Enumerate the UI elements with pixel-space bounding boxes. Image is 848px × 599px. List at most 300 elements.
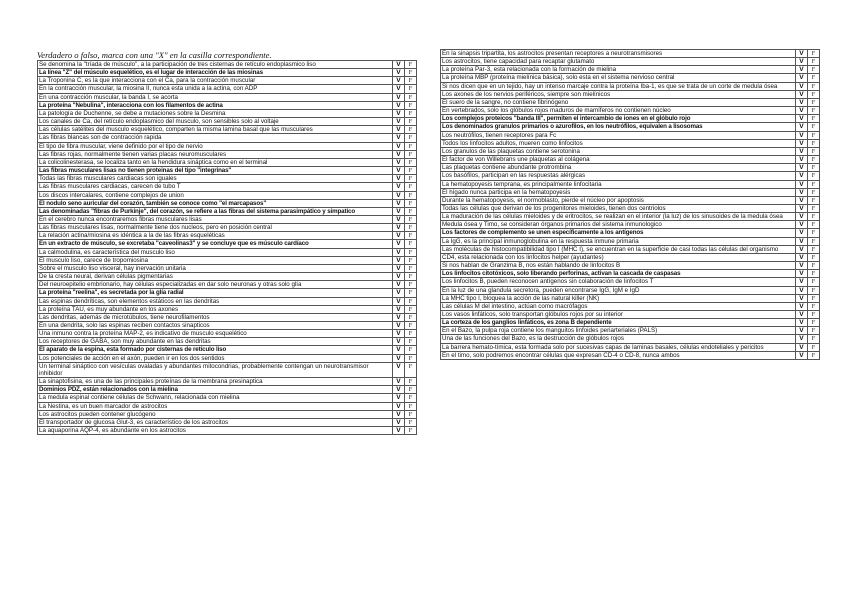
true-checkbox[interactable]: V bbox=[393, 61, 405, 69]
false-checkbox[interactable]: F bbox=[808, 270, 820, 278]
question-row bbox=[38, 297, 417, 305]
true-checkbox[interactable]: V bbox=[796, 98, 808, 106]
true-checkbox[interactable]: V bbox=[393, 354, 405, 362]
true-checkbox[interactable]: V bbox=[796, 66, 808, 74]
true-checkbox[interactable]: V bbox=[393, 362, 405, 377]
true-checkbox[interactable]: V bbox=[796, 172, 808, 180]
question-row bbox=[441, 98, 820, 106]
question-row bbox=[38, 85, 417, 93]
question-text: La Troponina C, es la que interacciona con el Ca, para la contracción muscular bbox=[38, 77, 393, 85]
false-checkbox[interactable]: F bbox=[405, 191, 417, 199]
question-text: Los factores de complemento se unen específicamente a los antígenos bbox=[441, 229, 796, 237]
question-text: Durante la hematopoyesis, el normoblasto, pierde el núcleo por apoptosis bbox=[441, 196, 796, 204]
question-text: Las fibras musculares lisas no tienen proteinas del tipo "integrinas" bbox=[38, 167, 393, 175]
question-text: Dominios PDZ, están relacionados con la mielina bbox=[38, 386, 393, 394]
true-checkbox[interactable]: V bbox=[393, 85, 405, 93]
false-checkbox[interactable]: F bbox=[808, 229, 820, 237]
false-checkbox[interactable]: F bbox=[808, 50, 820, 58]
false-checkbox[interactable]: F bbox=[405, 142, 417, 150]
question-text: Las espinas dendríticas, son elementos estáticos en las dendritas bbox=[38, 297, 393, 305]
question-row bbox=[441, 286, 820, 294]
false-checkbox[interactable]: F bbox=[808, 156, 820, 164]
true-checkbox[interactable]: V bbox=[796, 270, 808, 278]
false-checkbox[interactable]: F bbox=[808, 139, 820, 147]
question-row bbox=[38, 93, 417, 101]
false-checkbox[interactable]: F bbox=[808, 58, 820, 66]
question-row bbox=[38, 215, 417, 223]
question-text: Los canales de Ca, del retículo endoplasmico del musculo, son sensibles solo al voltaje bbox=[38, 118, 393, 126]
question-row bbox=[38, 330, 417, 338]
false-checkbox[interactable]: F bbox=[808, 351, 820, 359]
true-checkbox[interactable]: V bbox=[796, 327, 808, 335]
true-checkbox[interactable]: V bbox=[393, 183, 405, 191]
true-checkbox[interactable]: V bbox=[796, 74, 808, 82]
true-checkbox[interactable]: V bbox=[796, 294, 808, 302]
question-row bbox=[38, 118, 417, 126]
question-row bbox=[38, 167, 417, 175]
question-row bbox=[38, 224, 417, 232]
false-checkbox[interactable]: F bbox=[405, 118, 417, 126]
true-checkbox[interactable]: V bbox=[393, 199, 405, 207]
question-text: La proteína MBP (proteína mielínica básica), solo esta en el sistema nervioso central bbox=[441, 74, 796, 82]
question-text: En la luz de una glandula secretora, pueden encontrarse IgG, IgM e IgD bbox=[441, 286, 796, 294]
question-row bbox=[441, 172, 820, 180]
question-text: En una dendrita, solo las espinas reciben contactos sinapticos bbox=[38, 322, 393, 330]
false-checkbox[interactable]: F bbox=[405, 410, 417, 418]
true-checkbox[interactable]: V bbox=[796, 213, 808, 221]
true-checkbox[interactable]: V bbox=[393, 386, 405, 394]
false-checkbox[interactable]: F bbox=[405, 199, 417, 207]
true-checkbox[interactable]: V bbox=[796, 204, 808, 212]
question-row bbox=[441, 335, 820, 343]
question-row bbox=[38, 338, 417, 346]
false-checkbox[interactable]: F bbox=[405, 322, 417, 330]
question-text: Todas las células que derivan de los progenitores mieloides, tienen dos centriolos bbox=[441, 204, 796, 212]
question-text: La proteína Par-3, esta relacionada con la formación de mielina bbox=[441, 66, 796, 74]
false-checkbox[interactable]: F bbox=[405, 418, 417, 426]
question-text: En la sinapsis tripartita, los astrocitos presentan receptores a neurotransmisores bbox=[441, 50, 796, 58]
false-checkbox[interactable]: F bbox=[808, 115, 820, 123]
false-checkbox[interactable]: F bbox=[405, 354, 417, 362]
true-checkbox[interactable]: V bbox=[393, 142, 405, 150]
true-checkbox[interactable]: V bbox=[393, 264, 405, 272]
question-row bbox=[38, 410, 417, 418]
question-row bbox=[441, 196, 820, 204]
false-checkbox[interactable]: F bbox=[405, 427, 417, 435]
false-checkbox[interactable]: F bbox=[405, 101, 417, 109]
false-checkbox[interactable]: F bbox=[808, 74, 820, 82]
false-checkbox[interactable]: F bbox=[808, 123, 820, 131]
question-text: La proteína TAU, es muy abundante en los axones bbox=[38, 305, 393, 313]
false-checkbox[interactable]: F bbox=[808, 278, 820, 286]
false-checkbox[interactable]: F bbox=[405, 77, 417, 85]
question-text: Los receptores de GABA, son muy abundante en las dendritas bbox=[38, 338, 393, 346]
question-text: Una inmuno contra la proteína MAP-2, es indicativo de musculo esquelético bbox=[38, 330, 393, 338]
true-checkbox[interactable]: V bbox=[796, 188, 808, 196]
true-checkbox[interactable]: V bbox=[393, 150, 405, 158]
false-checkbox[interactable]: F bbox=[808, 343, 820, 351]
false-checkbox[interactable]: F bbox=[808, 90, 820, 98]
false-checkbox[interactable]: F bbox=[405, 378, 417, 386]
false-checkbox[interactable]: F bbox=[808, 253, 820, 261]
false-checkbox[interactable]: F bbox=[405, 305, 417, 313]
question-row bbox=[38, 346, 417, 354]
false-checkbox[interactable]: F bbox=[405, 289, 417, 297]
question-row bbox=[38, 109, 417, 117]
question-row bbox=[38, 183, 417, 191]
question-row bbox=[441, 351, 820, 359]
false-checkbox[interactable]: F bbox=[405, 167, 417, 175]
question-row bbox=[38, 150, 417, 158]
question-text: Los denominados granulos primarios o azurofilos, en los neutrófilos, equivalen a lisosomas bbox=[441, 123, 796, 131]
false-checkbox[interactable]: F bbox=[808, 188, 820, 196]
true-checkbox[interactable]: V bbox=[393, 118, 405, 126]
true-checkbox[interactable]: V bbox=[393, 378, 405, 386]
true-checkbox[interactable]: V bbox=[393, 297, 405, 305]
true-checkbox[interactable]: V bbox=[393, 175, 405, 183]
true-checkbox[interactable]: V bbox=[393, 402, 405, 410]
false-checkbox[interactable]: F bbox=[808, 82, 820, 90]
true-checkbox[interactable]: V bbox=[393, 248, 405, 256]
true-checkbox[interactable]: V bbox=[393, 93, 405, 101]
true-checkbox[interactable]: V bbox=[796, 58, 808, 66]
true-checkbox[interactable]: V bbox=[393, 232, 405, 240]
question-text: La IgG, es la principal inmunoglobulina en la respuesta inmune primaria bbox=[441, 237, 796, 245]
false-checkbox[interactable]: F bbox=[405, 150, 417, 158]
question-row bbox=[38, 248, 417, 256]
question-text: Los astrocitos pueden contener glucógeno bbox=[38, 410, 393, 418]
question-text: Los neutrófilos, tienen receptores para Fc bbox=[441, 131, 796, 139]
question-row bbox=[441, 253, 820, 261]
question-text: Los potenciales de acción en el axón, pueden ir en los dos sentidos bbox=[38, 354, 393, 362]
questions-table-right bbox=[440, 49, 820, 360]
false-checkbox[interactable]: F bbox=[808, 245, 820, 253]
false-checkbox[interactable]: F bbox=[808, 107, 820, 115]
false-checkbox[interactable]: F bbox=[405, 386, 417, 394]
question-text: Una de las funciones del Bazo, es la destrucción de glóbulos rojos bbox=[441, 335, 796, 343]
true-checkbox[interactable]: V bbox=[796, 82, 808, 90]
question-text: Las células M del intestino, actúan como macrófagos bbox=[441, 302, 796, 310]
question-text: Medula ósea y Timo, se consideran órganos primarios del sistema inmunologico bbox=[441, 221, 796, 229]
true-checkbox[interactable]: V bbox=[796, 156, 808, 164]
question-row bbox=[441, 107, 820, 115]
question-row bbox=[441, 270, 820, 278]
question-text: En la contracción muscular, la miosina II, nunca esta unida a la actina, con ADP bbox=[38, 85, 393, 93]
question-row bbox=[441, 164, 820, 172]
question-text: La barrera hemato-tímica, esta formada solo por sucesivas capas de laminas basales, células endoteliales y pericitos bbox=[441, 343, 796, 351]
true-checkbox[interactable]: V bbox=[796, 237, 808, 245]
question-text: La medula espinal contiene células de Schwann, relacionada con mielina bbox=[38, 394, 393, 402]
true-checkbox[interactable]: V bbox=[393, 427, 405, 435]
false-checkbox[interactable]: F bbox=[808, 286, 820, 294]
true-checkbox[interactable]: V bbox=[393, 207, 405, 215]
true-checkbox[interactable]: V bbox=[393, 281, 405, 289]
question-row bbox=[441, 131, 820, 139]
false-checkbox[interactable]: F bbox=[808, 98, 820, 106]
question-row bbox=[441, 50, 820, 58]
question-row bbox=[441, 90, 820, 98]
true-checkbox[interactable]: V bbox=[796, 147, 808, 155]
question-row bbox=[38, 402, 417, 410]
false-checkbox[interactable]: F bbox=[808, 335, 820, 343]
false-checkbox[interactable]: F bbox=[808, 262, 820, 270]
false-checkbox[interactable]: F bbox=[405, 330, 417, 338]
question-text: La colicolinesterasa, se localiza tanto en la hendidura sináptica como en el terminal bbox=[38, 158, 393, 166]
true-checkbox[interactable]: V bbox=[393, 305, 405, 313]
question-text: El tipo de fibra muscular, viene definido por el tipo de nervio bbox=[38, 142, 393, 150]
question-row bbox=[38, 232, 417, 240]
true-checkbox[interactable]: V bbox=[796, 123, 808, 131]
question-row bbox=[38, 142, 417, 150]
true-checkbox[interactable]: V bbox=[796, 107, 808, 115]
question-text: Los granulos de las plaquetas contiene serotonina bbox=[441, 147, 796, 155]
false-checkbox[interactable]: F bbox=[808, 180, 820, 188]
question-text: La calmodulina, es característica del musculo liso bbox=[38, 248, 393, 256]
true-checkbox[interactable]: V bbox=[796, 90, 808, 98]
true-checkbox[interactable]: V bbox=[796, 50, 808, 58]
question-row bbox=[38, 305, 417, 313]
question-row bbox=[441, 302, 820, 310]
false-checkbox[interactable]: F bbox=[405, 362, 417, 377]
true-checkbox[interactable]: V bbox=[796, 139, 808, 147]
question-row bbox=[38, 273, 417, 281]
false-checkbox[interactable]: F bbox=[405, 61, 417, 69]
question-text: La aquaporina AQP-4, es abundante en los astrocitos bbox=[38, 427, 393, 435]
false-checkbox[interactable]: F bbox=[405, 126, 417, 134]
question-row bbox=[38, 256, 417, 264]
false-checkbox[interactable]: F bbox=[405, 183, 417, 191]
true-checkbox[interactable]: V bbox=[796, 286, 808, 294]
question-row bbox=[38, 101, 417, 109]
false-checkbox[interactable]: F bbox=[405, 207, 417, 215]
true-checkbox[interactable]: V bbox=[393, 330, 405, 338]
false-checkbox[interactable]: F bbox=[808, 294, 820, 302]
question-text: La proteína "Nebulina", interacciona con los filamentos de actina bbox=[38, 101, 393, 109]
question-text: Un terminal sináptico con vesículas ovaladas y abundantes mitocondrias, probablemente contengan un neurotransmisor inhibidor bbox=[38, 362, 393, 377]
question-text: La hematopoyesis temprana, es principalmente linfocitaria bbox=[441, 180, 796, 188]
question-text: Los discos intercalares, contiene complejos de union bbox=[38, 191, 393, 199]
question-row bbox=[441, 123, 820, 131]
question-text: La MHC tipo I, bloquea la acción de las natural killer (NK) bbox=[441, 294, 796, 302]
true-checkbox[interactable]: V bbox=[393, 109, 405, 117]
question-row bbox=[441, 311, 820, 319]
true-checkbox[interactable]: V bbox=[393, 101, 405, 109]
true-checkbox[interactable]: V bbox=[393, 418, 405, 426]
question-row bbox=[441, 139, 820, 147]
true-checkbox[interactable]: V bbox=[393, 394, 405, 402]
question-text: Todas las fibras musculares cardiacas son iguales bbox=[38, 175, 393, 183]
false-checkbox[interactable]: F bbox=[405, 109, 417, 117]
true-checkbox[interactable]: V bbox=[796, 319, 808, 327]
true-checkbox[interactable]: V bbox=[796, 221, 808, 229]
question-row bbox=[38, 134, 417, 142]
question-row bbox=[441, 82, 820, 90]
true-checkbox[interactable]: V bbox=[796, 180, 808, 188]
true-checkbox[interactable]: V bbox=[393, 69, 405, 77]
false-checkbox[interactable]: F bbox=[405, 240, 417, 248]
question-text: Los linfocitos citotóxicos, solo liberando perforinas, activan la cascada de caspasas bbox=[441, 270, 796, 278]
question-row bbox=[441, 294, 820, 302]
question-row bbox=[441, 278, 820, 286]
false-checkbox[interactable]: F bbox=[808, 196, 820, 204]
false-checkbox[interactable]: F bbox=[405, 134, 417, 142]
true-checkbox[interactable]: V bbox=[796, 262, 808, 270]
question-row bbox=[38, 394, 417, 402]
false-checkbox[interactable]: F bbox=[405, 402, 417, 410]
true-checkbox[interactable]: V bbox=[796, 253, 808, 261]
question-text: La Nestina, es un buen marcador de astrocitos bbox=[38, 402, 393, 410]
question-row bbox=[441, 58, 820, 66]
question-text: CD4, esta relacionada con los linfocitos helper (ayudantes) bbox=[441, 253, 796, 261]
question-text: En vertebrados, solo los glóbulos rojos maduros de mamíferos no contienen núcleo bbox=[441, 107, 796, 115]
question-row bbox=[38, 264, 417, 272]
question-text: El hígado nunca participa en la hematopoyesis bbox=[441, 188, 796, 196]
false-checkbox[interactable]: F bbox=[405, 297, 417, 305]
true-checkbox[interactable]: V bbox=[393, 77, 405, 85]
true-checkbox[interactable]: V bbox=[796, 278, 808, 286]
question-row bbox=[441, 188, 820, 196]
question-row bbox=[441, 147, 820, 155]
true-checkbox[interactable]: V bbox=[796, 343, 808, 351]
true-checkbox[interactable]: V bbox=[393, 313, 405, 321]
false-checkbox[interactable]: F bbox=[808, 131, 820, 139]
true-checkbox[interactable]: V bbox=[393, 158, 405, 166]
false-checkbox[interactable]: F bbox=[405, 394, 417, 402]
true-checkbox[interactable]: V bbox=[796, 196, 808, 204]
question-text: La relación actina/miosina es idéntica a la de las fibras esqueléticas bbox=[38, 232, 393, 240]
false-checkbox[interactable]: F bbox=[808, 164, 820, 172]
false-checkbox[interactable]: F bbox=[405, 175, 417, 183]
question-text: Las moléculas de histocompatibilidad tipo I (MHC I), se encuentran en la superficie de casi todas las células del organismo bbox=[441, 245, 796, 253]
false-checkbox[interactable]: F bbox=[808, 221, 820, 229]
question-row bbox=[38, 362, 417, 377]
question-text: Los vasos linfáticos, solo transportan glóbulos rojos por su interior bbox=[441, 311, 796, 319]
false-checkbox[interactable]: F bbox=[405, 85, 417, 93]
question-text: Del neuroepitelio embrionario, hay células especializadas en dar solo neuronas y otras solo glía bbox=[38, 281, 393, 289]
question-row bbox=[441, 229, 820, 237]
false-checkbox[interactable]: F bbox=[808, 172, 820, 180]
false-checkbox[interactable]: F bbox=[808, 204, 820, 212]
true-checkbox[interactable]: V bbox=[796, 302, 808, 310]
true-checkbox[interactable]: V bbox=[796, 245, 808, 253]
false-checkbox[interactable]: F bbox=[808, 237, 820, 245]
question-text: En el cerebro nunca encontraremos fibras musculares lisas bbox=[38, 215, 393, 223]
question-row bbox=[38, 289, 417, 297]
true-checkbox[interactable]: V bbox=[796, 131, 808, 139]
question-text: Los axones de los nervios periféricos, siempre son mielínicos bbox=[441, 90, 796, 98]
false-checkbox[interactable]: F bbox=[405, 215, 417, 223]
question-row bbox=[38, 77, 417, 85]
true-checkbox[interactable]: V bbox=[393, 273, 405, 281]
question-row bbox=[38, 175, 417, 183]
question-text: El nodulo seno auricular del corazón, también se conoce como "el marcapasos" bbox=[38, 199, 393, 207]
question-text: El musculo liso, carece de tropomiosina bbox=[38, 256, 393, 264]
false-checkbox[interactable]: F bbox=[808, 302, 820, 310]
false-checkbox[interactable]: F bbox=[808, 66, 820, 74]
question-text: Las denominadas "fibras de Purkinje", del corazón, se refiere a las fibras del sistema parasimpático y simpatico bbox=[38, 207, 393, 215]
question-text: La patología de Duchenne, se debe a mutaciones sobre la Desmina bbox=[38, 109, 393, 117]
question-row bbox=[38, 354, 417, 362]
false-checkbox[interactable]: F bbox=[405, 313, 417, 321]
question-text: Las fibras musculares lisas, normalmente tiene dos nucleos, pero en posición central bbox=[38, 224, 393, 232]
question-row bbox=[441, 343, 820, 351]
true-checkbox[interactable]: V bbox=[796, 164, 808, 172]
false-checkbox[interactable]: F bbox=[405, 338, 417, 346]
false-checkbox[interactable]: F bbox=[405, 158, 417, 166]
question-text: Los linfocitos B, pueden reconocen antígenos sin colaboración de linfocitos T bbox=[441, 278, 796, 286]
true-checkbox[interactable]: V bbox=[796, 229, 808, 237]
true-checkbox[interactable]: V bbox=[393, 240, 405, 248]
question-text: Las fibras rojas, normalmente tienen varias placas neuromusculares bbox=[38, 150, 393, 158]
question-row bbox=[38, 158, 417, 166]
true-checkbox[interactable]: V bbox=[393, 134, 405, 142]
true-checkbox[interactable]: V bbox=[393, 224, 405, 232]
question-row bbox=[441, 213, 820, 221]
question-text: El suero de la sangre, no contiene fibrinógeno bbox=[441, 98, 796, 106]
true-checkbox[interactable]: V bbox=[393, 346, 405, 354]
true-checkbox[interactable]: V bbox=[796, 335, 808, 343]
true-checkbox[interactable]: V bbox=[393, 126, 405, 134]
question-text: Las dendritas, además de microtúbulos, tiene neurofilamentos bbox=[38, 313, 393, 321]
question-row bbox=[38, 386, 417, 394]
question-text: En el Bazo, la pulpa roja contiene los manguitos linfoides periarteriales (PALS) bbox=[441, 327, 796, 335]
true-checkbox[interactable]: V bbox=[393, 256, 405, 264]
true-checkbox[interactable]: V bbox=[393, 338, 405, 346]
false-checkbox[interactable]: F bbox=[405, 264, 417, 272]
false-checkbox[interactable]: F bbox=[405, 256, 417, 264]
question-text: El transportador de glucosa Glut-3, es característico de los astrocitos bbox=[38, 418, 393, 426]
false-checkbox[interactable]: F bbox=[808, 213, 820, 221]
question-text: Si nos dicen que en un tejido, hay un intenso marcaje contra la proteína Iba-1, es que se trata de un corte de medula ósea bbox=[441, 82, 796, 90]
false-checkbox[interactable]: F bbox=[405, 93, 417, 101]
true-checkbox[interactable]: V bbox=[393, 289, 405, 297]
false-checkbox[interactable]: F bbox=[808, 319, 820, 327]
false-checkbox[interactable]: F bbox=[405, 248, 417, 256]
false-checkbox[interactable]: F bbox=[405, 346, 417, 354]
true-checkbox[interactable]: V bbox=[393, 322, 405, 330]
question-row bbox=[38, 418, 417, 426]
false-checkbox[interactable]: F bbox=[405, 232, 417, 240]
false-checkbox[interactable]: F bbox=[808, 311, 820, 319]
true-checkbox[interactable]: V bbox=[393, 410, 405, 418]
true-checkbox[interactable]: V bbox=[393, 191, 405, 199]
question-text: Se denomina la "tríada de músculo", a la participación de tres cisternas de retículo endoplasmico liso bbox=[38, 61, 393, 69]
false-checkbox[interactable]: F bbox=[808, 327, 820, 335]
question-row bbox=[38, 427, 417, 435]
question-text: La sinaptofisina, es una de las principales proteínas de la membrana presinaptica bbox=[38, 378, 393, 386]
question-text: La corteza de los ganglios linfáticos, es zona B dependiente bbox=[441, 319, 796, 327]
false-checkbox[interactable]: F bbox=[405, 224, 417, 232]
question-text: Sobre el musculo liso visceral, hay inervación unitaria bbox=[38, 264, 393, 272]
question-text: En un extracto de músculo, se excretaba "caveolinas3" y se concluye que es músculo cardíaco bbox=[38, 240, 393, 248]
false-checkbox[interactable]: F bbox=[405, 273, 417, 281]
question-row bbox=[441, 115, 820, 123]
question-row bbox=[38, 281, 417, 289]
question-row bbox=[38, 61, 417, 69]
false-checkbox[interactable]: F bbox=[405, 69, 417, 77]
false-checkbox[interactable]: F bbox=[808, 147, 820, 155]
true-checkbox[interactable]: V bbox=[796, 115, 808, 123]
true-checkbox[interactable]: V bbox=[393, 215, 405, 223]
question-text: Los basófilos, participan en las respuestas alérgicas bbox=[441, 172, 796, 180]
question-row bbox=[38, 313, 417, 321]
true-checkbox[interactable]: V bbox=[796, 351, 808, 359]
false-checkbox[interactable]: F bbox=[405, 281, 417, 289]
true-checkbox[interactable]: V bbox=[393, 167, 405, 175]
true-checkbox[interactable]: V bbox=[796, 311, 808, 319]
question-text: Los complejos proteicos "banda III", permiten el intercambio de iones en el glóbulo rojo bbox=[441, 115, 796, 123]
question-row bbox=[38, 199, 417, 207]
